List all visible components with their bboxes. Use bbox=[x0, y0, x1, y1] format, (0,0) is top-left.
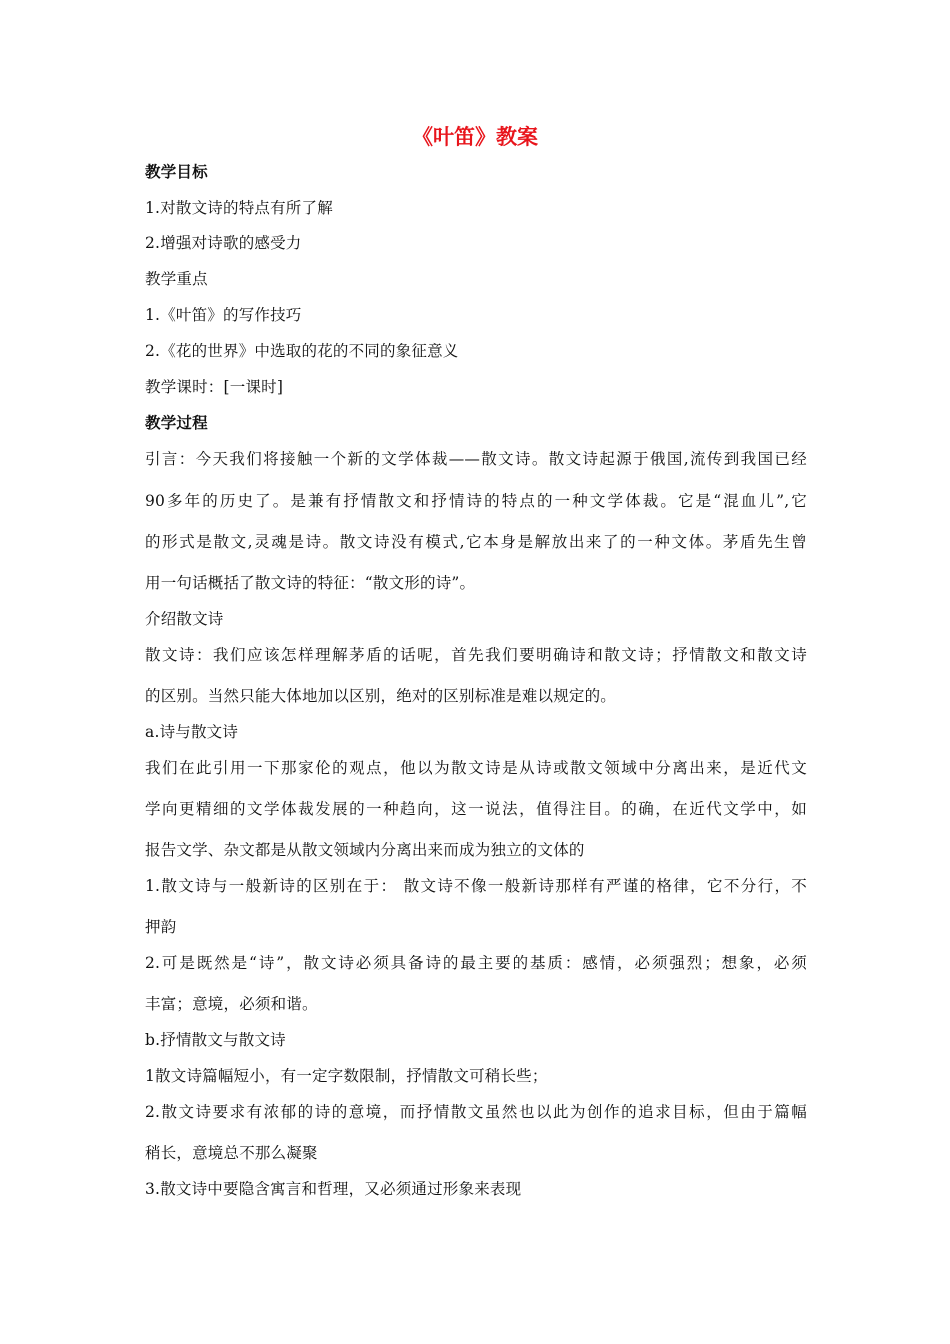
section-heading-teaching-process: 教学过程 bbox=[145, 414, 208, 432]
intro-paragraph-line: 用一句话概括了散文诗的特征：“散文形的诗”。 bbox=[145, 574, 476, 592]
document-title: 《叶笛》教案 bbox=[412, 125, 538, 149]
comparison-item-2-line: 2.散文诗要求有浓郁的诗的意境，而抒情散文虽然也以此为创作的追求目标，但由于篇幅 bbox=[145, 1103, 807, 1121]
difference-item-1-line: 1.散文诗与一般新诗的区别在于： 散文诗不像一般新诗那样有严谨的格律，它不分行，不 bbox=[145, 877, 807, 895]
key-point-item-1: 1.《叶笛》的写作技巧 bbox=[145, 306, 302, 324]
section-heading-key-points: 教学重点 bbox=[145, 270, 208, 288]
comparison-item-1: 1散文诗篇幅短小，有一定字数限制，抒情散文可稍长些； bbox=[145, 1067, 548, 1085]
difference-item-2-line: 2.可是既然是“诗”，散文诗必须具备诗的最主要的基质：感情，必须强烈；想象，必须 bbox=[145, 954, 807, 972]
key-point-item-2: 2.《花的世界》中选取的花的不同的象征意义 bbox=[145, 342, 459, 360]
quote-paragraph-line: 报告文学、杂文都是从散文领域内分离出来而成为独立的文体的 bbox=[145, 841, 585, 859]
intro-paragraph-line: 90多年的历史了。是兼有抒情散文和抒情诗的特点的一种文学体裁。它是“混血儿”,它 bbox=[145, 492, 807, 510]
difference-item-1-line: 押韵 bbox=[145, 918, 177, 936]
difference-item-2-line: 丰富；意境，必须和谐。 bbox=[145, 995, 318, 1013]
subheading-introduce-prose-poem: 介绍散文诗 bbox=[145, 610, 224, 628]
intro-paragraph-line: 引言：今天我们将接触一个新的文学体裁——散文诗。散文诗起源于俄国,流传到我国已经 bbox=[145, 450, 807, 468]
subheading-lyric-prose-vs-prose-poem: b.抒情散文与散文诗 bbox=[145, 1031, 286, 1049]
goal-item-2: 2.增强对诗歌的感受力 bbox=[145, 234, 302, 252]
quote-paragraph-line: 我们在此引用一下那家伦的观点，他以为散文诗是从诗或散文领域中分离出来，是近代文 bbox=[145, 759, 807, 777]
class-hours: 教学课时：[一课时] bbox=[145, 378, 284, 396]
comparison-item-2-line: 稍长，意境总不那么凝聚 bbox=[145, 1144, 318, 1162]
section-heading-teaching-goals: 教学目标 bbox=[145, 163, 208, 181]
subheading-poem-vs-prose-poem: a.诗与散文诗 bbox=[145, 723, 239, 741]
quote-paragraph-line: 学向更精细的文学体裁发展的一种趋向，这一说法，值得注目。的确，在近代文学中，如 bbox=[145, 800, 807, 818]
intro-paragraph-line: 的形式是散文,灵魂是诗。散文诗没有模式,它本身是解放出来了的一种文体。茅盾先生曾 bbox=[145, 533, 807, 551]
definition-paragraph-line: 的区别。当然只能大体地加以区别，绝对的区别标准是难以规定的。 bbox=[145, 687, 617, 705]
goal-item-1: 1.对散文诗的特点有所了解 bbox=[145, 199, 333, 217]
comparison-item-3: 3.散文诗中要隐含寓言和哲理，又必须通过形象来表现 bbox=[145, 1180, 522, 1198]
definition-paragraph-line: 散文诗：我们应该怎样理解茅盾的话呢，首先我们要明确诗和散文诗；抒情散文和散文诗 bbox=[145, 646, 807, 664]
